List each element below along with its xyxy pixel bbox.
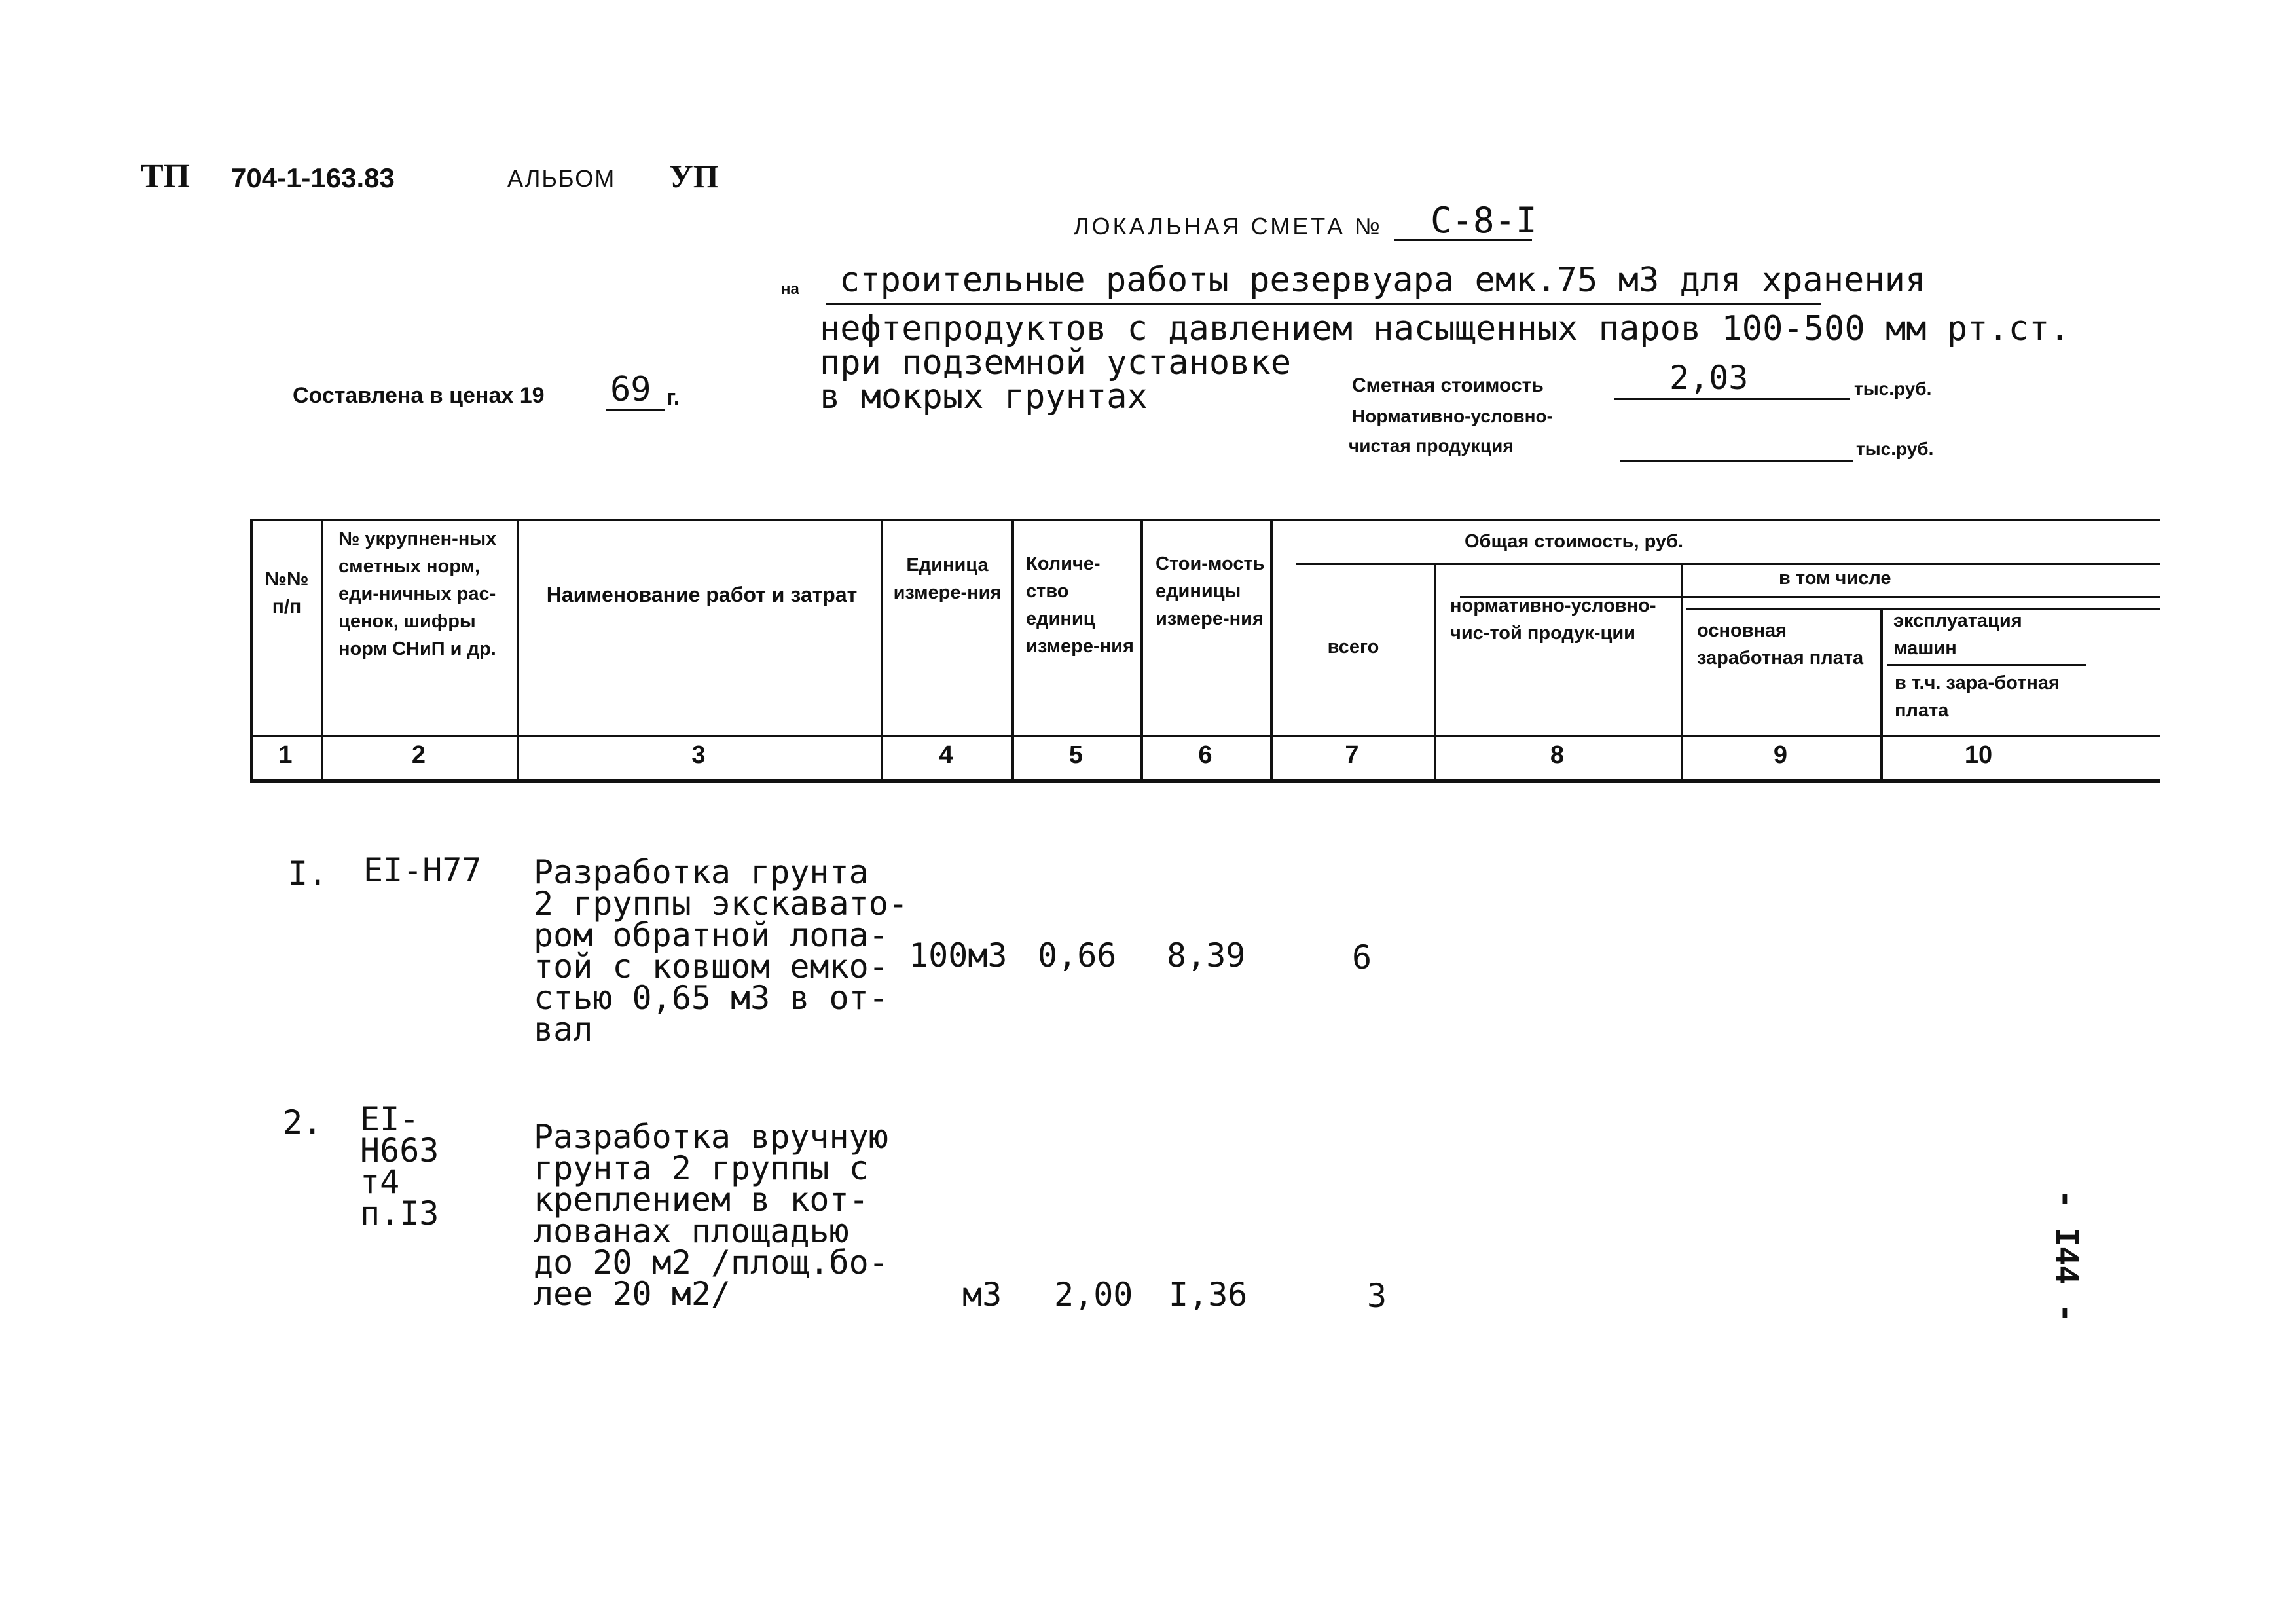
colnum-8: 8: [1550, 741, 1565, 769]
estimate-label: ЛОКАЛЬНАЯ СМЕТА №: [1074, 213, 1383, 240]
estimate-for-label: на: [781, 280, 799, 298]
table-bottom-border: [250, 779, 2160, 783]
header-col10-top: эксплуатация машин: [1893, 610, 2022, 659]
estimate-title-line-1: строительные работы резервуара емк.75 м3 для хранения: [839, 261, 1926, 300]
colnum-4: 4: [939, 741, 953, 769]
colnum-7: 7: [1345, 741, 1359, 769]
row-1-description: Разработка грунта 2 группы экскавато- ром обратной лопа- той с ковшом емко- стью 0,65 м3 в от- вал: [534, 853, 908, 1048]
cost-unit: тыс.руб.: [1854, 378, 1932, 399]
cost-value: 2,03: [1669, 359, 1749, 397]
cost-label: Сметная стоимость: [1352, 375, 1544, 396]
estimate-number: С-8-I: [1430, 200, 1537, 241]
row-1-quantity: 0,66: [1038, 936, 1117, 974]
row-1-total: 6: [1352, 938, 1372, 976]
normative-label-2: чистая продукция: [1349, 435, 1514, 456]
normative-label-1: Нормативно-условно-: [1352, 406, 1553, 426]
header-col9: основная заработная плата: [1697, 620, 1864, 669]
album-label: АЛЬБОМ: [507, 165, 616, 192]
estimate-title-line-2: нефтепродуктов с давлением насыщенных паров 100-500 мм рт.ст.: [820, 309, 2070, 348]
prices-label: Составлена в ценах 19: [293, 383, 545, 408]
colnum-3: 3: [691, 741, 706, 769]
row-2-unit: м3: [962, 1276, 1002, 1314]
row-2-total: 3: [1367, 1277, 1387, 1315]
album-number: УП: [669, 158, 719, 194]
header-col1: №№ п/п: [264, 568, 309, 618]
cost-value-underline: [1614, 398, 1850, 400]
page-number: - I44 -: [2048, 1189, 2085, 1323]
normative-unit: тыс.руб.: [1856, 439, 1934, 459]
row-1-unit: 100м3: [909, 936, 1008, 974]
header-including: в том числе: [1779, 568, 1891, 589]
prices-suffix: г.: [666, 385, 680, 410]
header-col3: Наименование работ и затрат: [546, 583, 858, 606]
row-1-code: EI-H77: [363, 851, 482, 889]
header-bottom-line: [250, 735, 2160, 737]
header-col6: Стои-мость единицы измере-ния: [1156, 553, 1265, 629]
prices-year: 69: [610, 370, 651, 409]
row-2-description: Разработка вручную грунта 2 группы с креплением в кот- лованах площадью до 20 м2 /площ.бо- лее 20 м2/: [534, 1118, 888, 1313]
estimate-title-underline: [826, 303, 1821, 304]
col10-split-line: [1887, 664, 2086, 666]
estimate-title-line-3: при подземной установке: [820, 343, 1292, 382]
row-1-number: I.: [288, 855, 328, 893]
project-number: 704-1-163.83: [231, 162, 395, 193]
row-1-unit-cost: 8,39: [1167, 936, 1246, 974]
colnum-6: 6: [1198, 741, 1212, 769]
table-top-border: [250, 519, 2160, 521]
header-col10-bottom: в т.ч. зара-ботная плата: [1895, 673, 2060, 721]
header-total-group: Общая стоимость, руб.: [1465, 531, 1683, 552]
estimate-table-header: [250, 519, 2160, 783]
colnum-5: 5: [1068, 741, 1084, 769]
colnum-9: 9: [1773, 741, 1788, 769]
row-2-number: 2.: [283, 1103, 323, 1141]
header-col4: Единица измере-ния: [893, 555, 1002, 603]
prices-year-underline: [606, 409, 665, 411]
header-col2: № укрупнен-ных сметных норм, еди-ничных рас-ценок, шифры норм СНиП и др.: [338, 528, 497, 659]
row-2-unit-cost: I,36: [1169, 1276, 1248, 1314]
colnum-1: 1: [278, 741, 293, 769]
estimate-title-line-4: в мокрых грунтах: [820, 377, 1148, 416]
tp-code: ТП: [141, 158, 191, 195]
row-2-quantity: 2,00: [1054, 1276, 1133, 1314]
row-2-code: EI- H663 т4 п.I3: [360, 1100, 439, 1232]
header-col8: нормативно-условно-чис-той продук-ции: [1450, 595, 1656, 644]
colnum-10: 10: [1964, 741, 1993, 769]
header-col5: Количе-ство единиц измере-ния: [1026, 553, 1134, 657]
estimate-number-underline: [1394, 239, 1532, 241]
colnum-2: 2: [411, 741, 426, 769]
normative-value-underline: [1620, 460, 1853, 462]
header-col7: всего: [1327, 637, 1379, 657]
